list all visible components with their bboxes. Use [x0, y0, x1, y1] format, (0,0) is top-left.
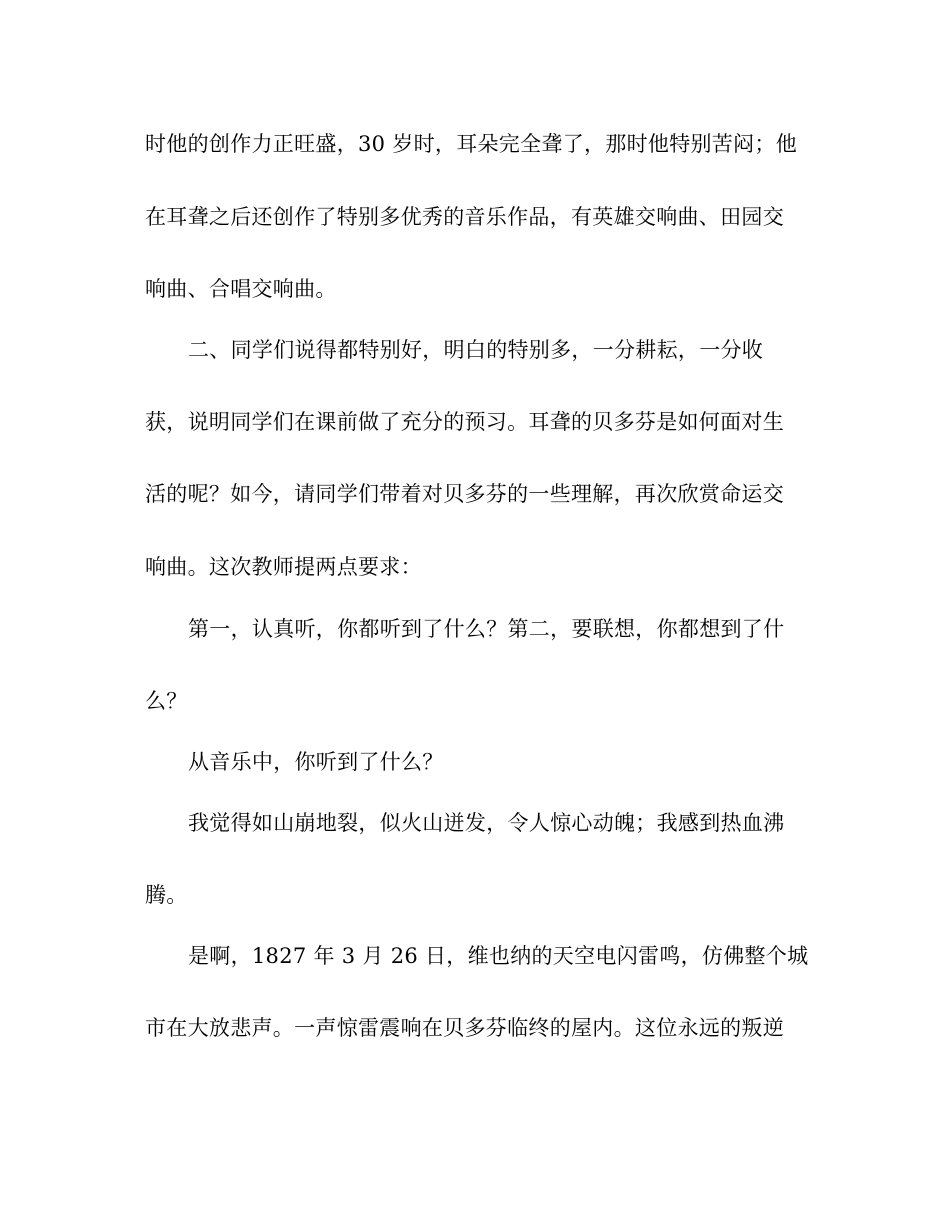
- text-line: 在耳聋之后还创作了特别多优秀的音乐作品，有英雄交响曲、田园交: [145, 205, 784, 229]
- text-line: 腾。: [145, 883, 188, 907]
- text-line: 市在大放悲声。一声惊雷震响在贝多芬临终的屋内。这位永远的叛逆: [145, 1016, 784, 1040]
- text-line: 获，说明同学们在课前做了充分的预习。耳聋的贝多芬是如何面对生: [145, 410, 784, 434]
- paragraph-start-line: 从音乐中，你听到了什么？: [188, 750, 444, 774]
- text-line: 活的呢？如今，请同学们带着对贝多芬的一些理解，再次欣赏命运交: [145, 482, 784, 506]
- paragraph-start-line: 是啊，1827 年 3 月 26 日，维也纳的天空电闪雷鸣，仿佛整个城: [188, 944, 809, 968]
- text-line: 响曲、合唱交响曲。: [145, 277, 337, 301]
- paragraph-start-line: 第一，认真听，你都听到了什么？第二，要联想，你都想到了什: [188, 617, 785, 641]
- paragraph-start-line: 我觉得如山崩地裂，似火山迸发，令人惊心动魄；我感到热血沸: [188, 811, 785, 835]
- text-line: 响曲。这次教师提两点要求：: [145, 555, 422, 579]
- paragraph-start-line: 二、同学们说得都特别好，明白的特别多，一分耕耘，一分收: [188, 338, 764, 362]
- text-line: 么？: [145, 689, 188, 713]
- text-line: 时他的创作力正旺盛，30 岁时，耳朵完全聋了，那时他特别苦闷；他: [145, 132, 797, 156]
